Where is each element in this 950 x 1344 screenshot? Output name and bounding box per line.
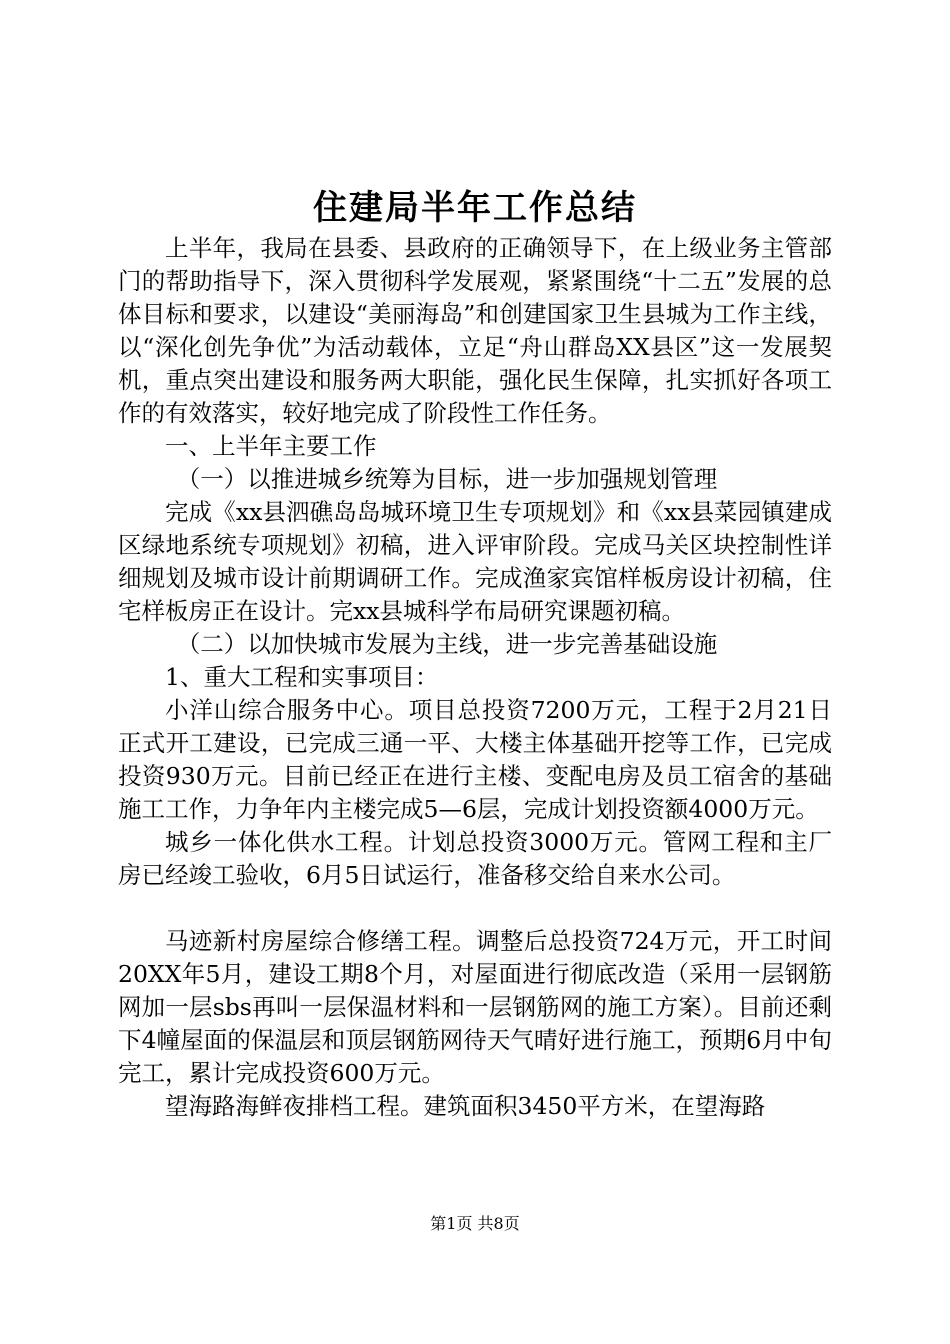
page-footer: 第1页 共8页 <box>430 1214 520 1233</box>
water-supply-paragraph: 城乡一体化供水工程。计划总投资3000万元。管网工程和主厂房已经竣工验收，6月5日试运行，准备移交给自来水公司。 <box>118 828 832 889</box>
blank-line <box>118 892 832 925</box>
planning-paragraph: 完成《xx县泗礁岛岛城环境卫生专项规划》和《xx县菜园镇建成区绿地系统专项规划》初稿，进入评审阶段。完成马关区块控制性详细规划及城市设计前期调研工作。完成渔家宾馆样板房设计初稿，住宅样板房正在设计。完xx县城科学布局研究课题初稿。 <box>118 498 832 625</box>
item-heading-1: 1、重大工程和实事项目： <box>165 663 439 691</box>
subsection-heading-1: （一）以推进城乡统筹为目标，进一步加强规划管理 <box>176 465 718 493</box>
maji-renovation-paragraph: 马迹新村房屋综合修缮工程。调整后总投资724万元，开工时间20XX年5月，建设工期8个月，对屋面进行彻底改造（采用一层钢筋网加一层sbs再叫一层保温材料和一层钢筋网的施工方案）。目前还剩下4幢屋面的保温层和顶层钢筋网待天气晴好进行施工，预期6月中旬完工，累计完成投资600万元。 <box>118 927 832 1087</box>
section-heading-1: 一、上半年主要工作 <box>165 432 377 460</box>
document-body <box>118 232 832 1123</box>
subsection-heading-2: （二）以加快城市发展为主线，进一步完善基础设施 <box>176 630 718 658</box>
document-title: 住建局半年工作总结 <box>313 188 637 228</box>
intro-paragraph: 上半年，我局在县委、县政府的正确领导下，在上级业务主管部门的帮助指导下，深入贯彻科学发展观，紧紧围绕“十二五”发展的总体目标和要求，以建设“美丽海岛”和创建国家卫生县城为工作主线，以“深化创先争优”为活动载体，立足“舟山群岛XX县区”这一发展契机，重点突出建设和服务两大职能，强化民生保障，扎实抓好各项工作的有效落实，较好地完成了阶段性工作任务。 <box>118 234 832 427</box>
xiaoyangshan-paragraph: 小洋山综合服务中心。项目总投资7200万元，工程于2月21日正式开工建设，已完成三通一平、大楼主体基础开挖等工作，已完成投资930万元。目前已经正在进行主楼、变配电房及员工宿舍的基础施工工作，力争年内主楼完成5—6层，完成计划投资额4000万元。 <box>118 696 832 823</box>
wanghai-road-paragraph: 望海路海鲜夜排档工程。建筑面积3450平方米，在望海路 <box>165 1092 766 1120</box>
